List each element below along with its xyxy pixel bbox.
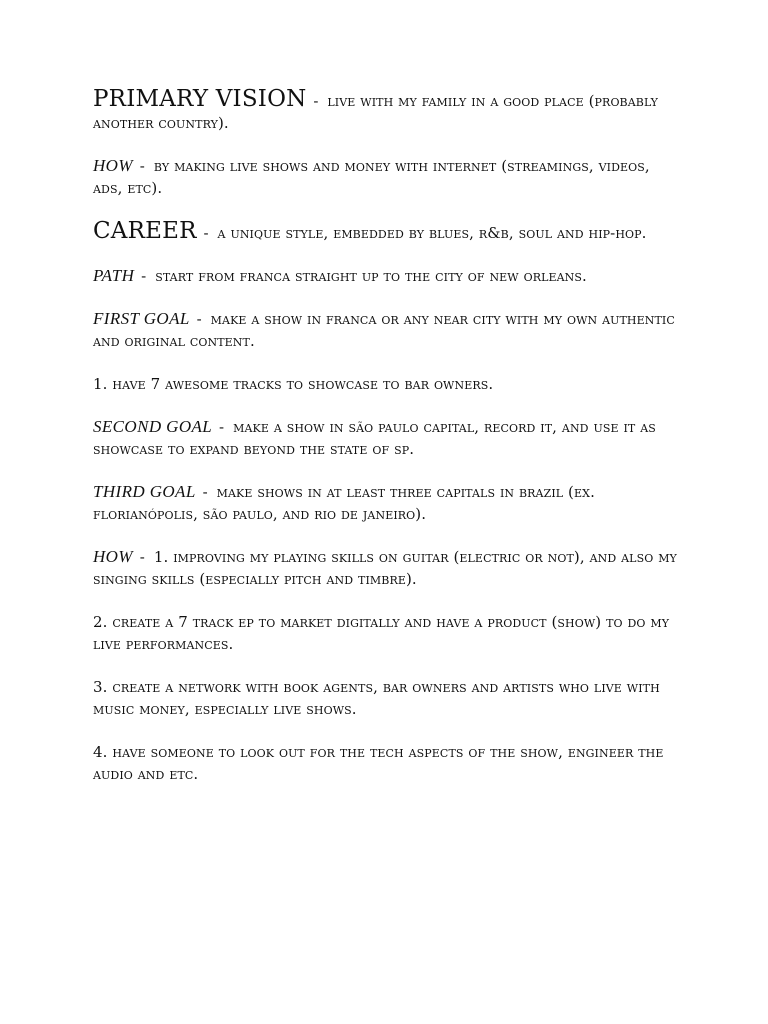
how-paragraph [93,155,678,199]
first-goal-text: make a show in franca or any near city with my own authentic and original content. [93,310,675,350]
second-goal-paragraph [93,416,678,460]
first-goal-paragraph [93,308,678,352]
primary-vision-paragraph [93,88,678,134]
path-text: start from franca straight up to the city of new orleans. [155,267,587,285]
document-page [93,88,678,806]
list-item-text: 2. create a 7 track ep to market digitally and have a product (show) to do my live performances. [93,613,670,653]
separator: - [203,224,209,242]
how-steps-paragraph [93,546,678,590]
how-text: by making live shows and money with internet (streamings, videos, ads, etc). [93,157,650,197]
separator: - [219,418,225,436]
separator: - [139,548,145,566]
career-paragraph [93,220,678,244]
list-item-3 [93,676,678,720]
primary-vision-heading: PRIMARY VISION [93,86,307,112]
how-steps-heading: HOW [93,547,133,566]
list-item-text: 4. have someone to look out for the tech aspects of the show, engineer the audio and etc. [93,743,664,783]
path-paragraph [93,265,678,287]
how-heading: HOW [93,156,133,175]
separator: - [202,483,208,501]
list-item-text: 1. have 7 awesome tracks to showcase to bar owners. [93,375,494,393]
how-steps-text: 1. improving my playing skills on guitar (electric or not), and also my singing skills (especially pitch and timbre). [93,548,677,588]
primary-vision-text: live with my family in a good place (probably another country). [93,92,659,132]
separator: - [196,310,202,328]
list-item-2 [93,611,678,655]
first-goal-heading: FIRST GOAL [93,309,190,328]
third-goal-text: make shows in at least three capitals in brazil (ex. florianópolis, são paulo, and rio de janeiro). [93,483,595,523]
list-item-1 [93,373,678,395]
separator: - [313,92,319,110]
list-item-4 [93,741,678,785]
career-text: a unique style, embedded by blues, r&b, soul and hip-hop. [217,224,647,242]
second-goal-text: make a show in são paulo capital, record it, and use it as showcase to expand beyond the state of sp. [93,418,656,458]
path-heading: PATH [93,266,135,285]
third-goal-heading: THIRD GOAL [93,482,196,501]
separator: - [141,267,147,285]
separator: - [139,157,145,175]
list-item-text: 3. create a network with book agents, bar owners and artists who live with music money, especially live shows. [93,678,660,718]
third-goal-paragraph [93,481,678,525]
career-heading: CAREER [93,218,197,244]
second-goal-heading: SECOND GOAL [93,417,213,436]
